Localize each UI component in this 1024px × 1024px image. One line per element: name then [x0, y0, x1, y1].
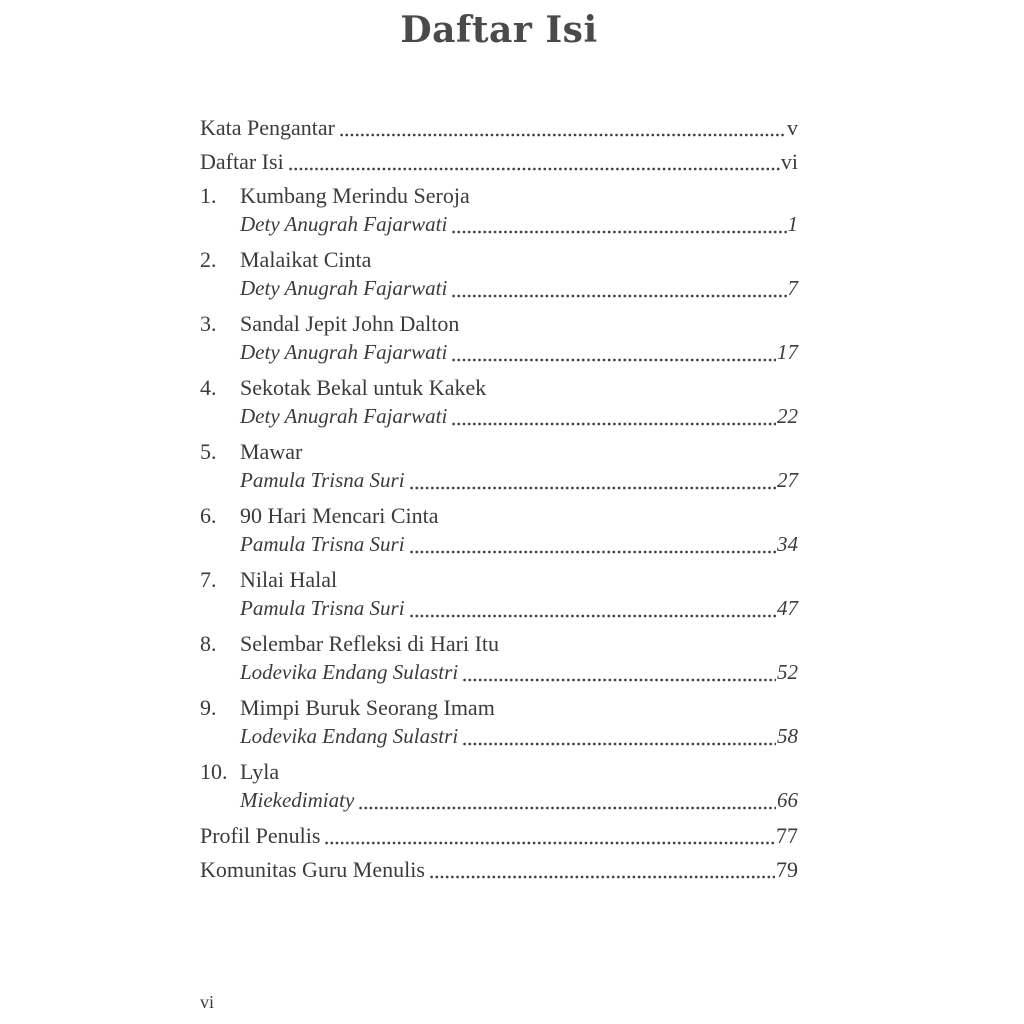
chapter-title: Lyla — [240, 759, 280, 784]
chapter-page-number: 34 — [777, 532, 798, 556]
chapter-page-number: 7 — [787, 276, 798, 300]
chapter-page-number: 66 — [777, 788, 798, 812]
chapter-number: 2. — [200, 247, 217, 272]
chapter-author-row — [240, 786, 798, 815]
toc-content — [200, 8, 798, 889]
toc-row-profil-penulis — [200, 821, 798, 850]
chapter-title-row — [200, 757, 798, 786]
chapter-author: Pamula Trisna Suri — [240, 596, 405, 620]
dot-leader — [429, 855, 775, 884]
dot-leader — [358, 786, 776, 815]
toc-row-kata-pengantar — [200, 113, 798, 142]
chapter-page-number: 17 — [777, 340, 798, 364]
chapter-title: Sandal Jepit John Dalton — [240, 311, 460, 336]
dot-leader — [451, 210, 786, 239]
chapter-page-number: 1 — [787, 212, 798, 236]
table-of-contents — [200, 113, 798, 884]
chapter-author-row — [240, 338, 798, 367]
dot-leader — [451, 402, 776, 431]
chapter-number: 6. — [200, 503, 217, 528]
chapter-author: Dety Anugrah Fajarwati — [240, 340, 448, 364]
chapter-entry — [200, 565, 798, 623]
chapter-author: Pamula Trisna Suri — [240, 468, 405, 492]
chapter-page-number: 27 — [777, 468, 798, 492]
chapter-number: 10. — [200, 759, 228, 784]
chapter-author: Miekedimiaty — [240, 788, 355, 812]
dot-leader — [409, 530, 776, 559]
dot-leader — [462, 658, 776, 687]
chapter-title-row — [200, 437, 798, 466]
dot-leader — [409, 594, 776, 623]
chapter-title-row — [200, 565, 798, 594]
chapter-number: 8. — [200, 631, 217, 656]
chapter-entry — [200, 693, 798, 751]
chapter-author: Lodevika Endang Sulastri — [240, 660, 459, 684]
page-title: Daftar Isi — [400, 9, 598, 51]
toc-page-number: v — [787, 115, 798, 140]
toc-label: Daftar Isi — [200, 149, 284, 174]
chapter-title-row — [200, 501, 798, 530]
chapter-number: 4. — [200, 375, 217, 400]
toc-row-daftar-isi — [200, 147, 798, 176]
chapter-title-row — [200, 629, 798, 658]
chapter-number: 5. — [200, 439, 217, 464]
chapter-page-number: 22 — [777, 404, 798, 428]
chapter-author: Lodevika Endang Sulastri — [240, 724, 459, 748]
toc-page-number: vi — [780, 149, 798, 174]
chapter-title-row — [200, 693, 798, 722]
chapter-entry — [200, 373, 798, 431]
chapter-author: Dety Anugrah Fajarwati — [240, 212, 448, 236]
toc-page-number: 77 — [776, 823, 798, 848]
chapter-page-number: 52 — [777, 660, 798, 684]
dot-leader — [324, 821, 775, 850]
chapter-page-number: 47 — [777, 596, 798, 620]
chapter-title: Mawar — [240, 439, 303, 464]
chapter-entry — [200, 501, 798, 559]
chapter-author-row — [240, 210, 798, 239]
chapter-author: Pamula Trisna Suri — [240, 532, 405, 556]
chapter-number: 1. — [200, 183, 217, 208]
toc-page-number: 79 — [776, 857, 798, 882]
chapter-title: Kumbang Merindu Seroja — [240, 183, 470, 208]
chapter-title-row — [200, 373, 798, 402]
chapter-entry — [200, 437, 798, 495]
chapter-list — [200, 181, 798, 815]
chapter-entry — [200, 309, 798, 367]
dot-leader — [462, 722, 776, 751]
chapter-author-row — [240, 402, 798, 431]
footer-page-number: vi — [200, 992, 215, 1012]
chapter-author-row — [240, 466, 798, 495]
chapter-author: Dety Anugrah Fajarwati — [240, 276, 448, 300]
toc-label: Komunitas Guru Menulis — [200, 857, 425, 882]
chapter-entry — [200, 757, 798, 815]
chapter-author-row — [240, 530, 798, 559]
chapter-title-row — [200, 245, 798, 274]
dot-leader — [339, 113, 786, 142]
chapter-title-row — [200, 309, 798, 338]
chapter-author: Dety Anugrah Fajarwati — [240, 404, 448, 428]
toc-row-komunitas-guru-menulis — [200, 855, 798, 884]
chapter-entry — [200, 629, 798, 687]
dot-leader — [409, 466, 776, 495]
chapter-page-number: 58 — [777, 724, 798, 748]
chapter-title: Malaikat Cinta — [240, 247, 372, 272]
chapter-entry — [200, 245, 798, 303]
chapter-author-row — [240, 658, 798, 687]
chapter-title: Selembar Refleksi di Hari Itu — [240, 631, 500, 656]
toc-label: Profil Penulis — [200, 823, 321, 848]
dot-leader — [451, 338, 776, 367]
chapter-title: Nilai Halal — [240, 567, 338, 592]
dot-leader — [288, 147, 780, 176]
chapter-author-row — [240, 722, 798, 751]
chapter-author-row — [240, 274, 798, 303]
chapter-title: Sekotak Bekal untuk Kakek — [240, 375, 487, 400]
chapter-number: 3. — [200, 311, 217, 336]
chapter-number: 7. — [200, 567, 217, 592]
dot-leader — [451, 274, 786, 303]
chapter-title: 90 Hari Mencari Cinta — [240, 503, 439, 528]
back-matter-list — [200, 821, 798, 884]
chapter-title: Mimpi Buruk Seorang Imam — [240, 695, 495, 720]
chapter-number: 9. — [200, 695, 217, 720]
front-matter-list — [200, 113, 798, 176]
chapter-title-row — [200, 181, 798, 210]
chapter-entry — [200, 181, 798, 239]
chapter-author-row — [240, 594, 798, 623]
toc-label: Kata Pengantar — [200, 115, 335, 140]
